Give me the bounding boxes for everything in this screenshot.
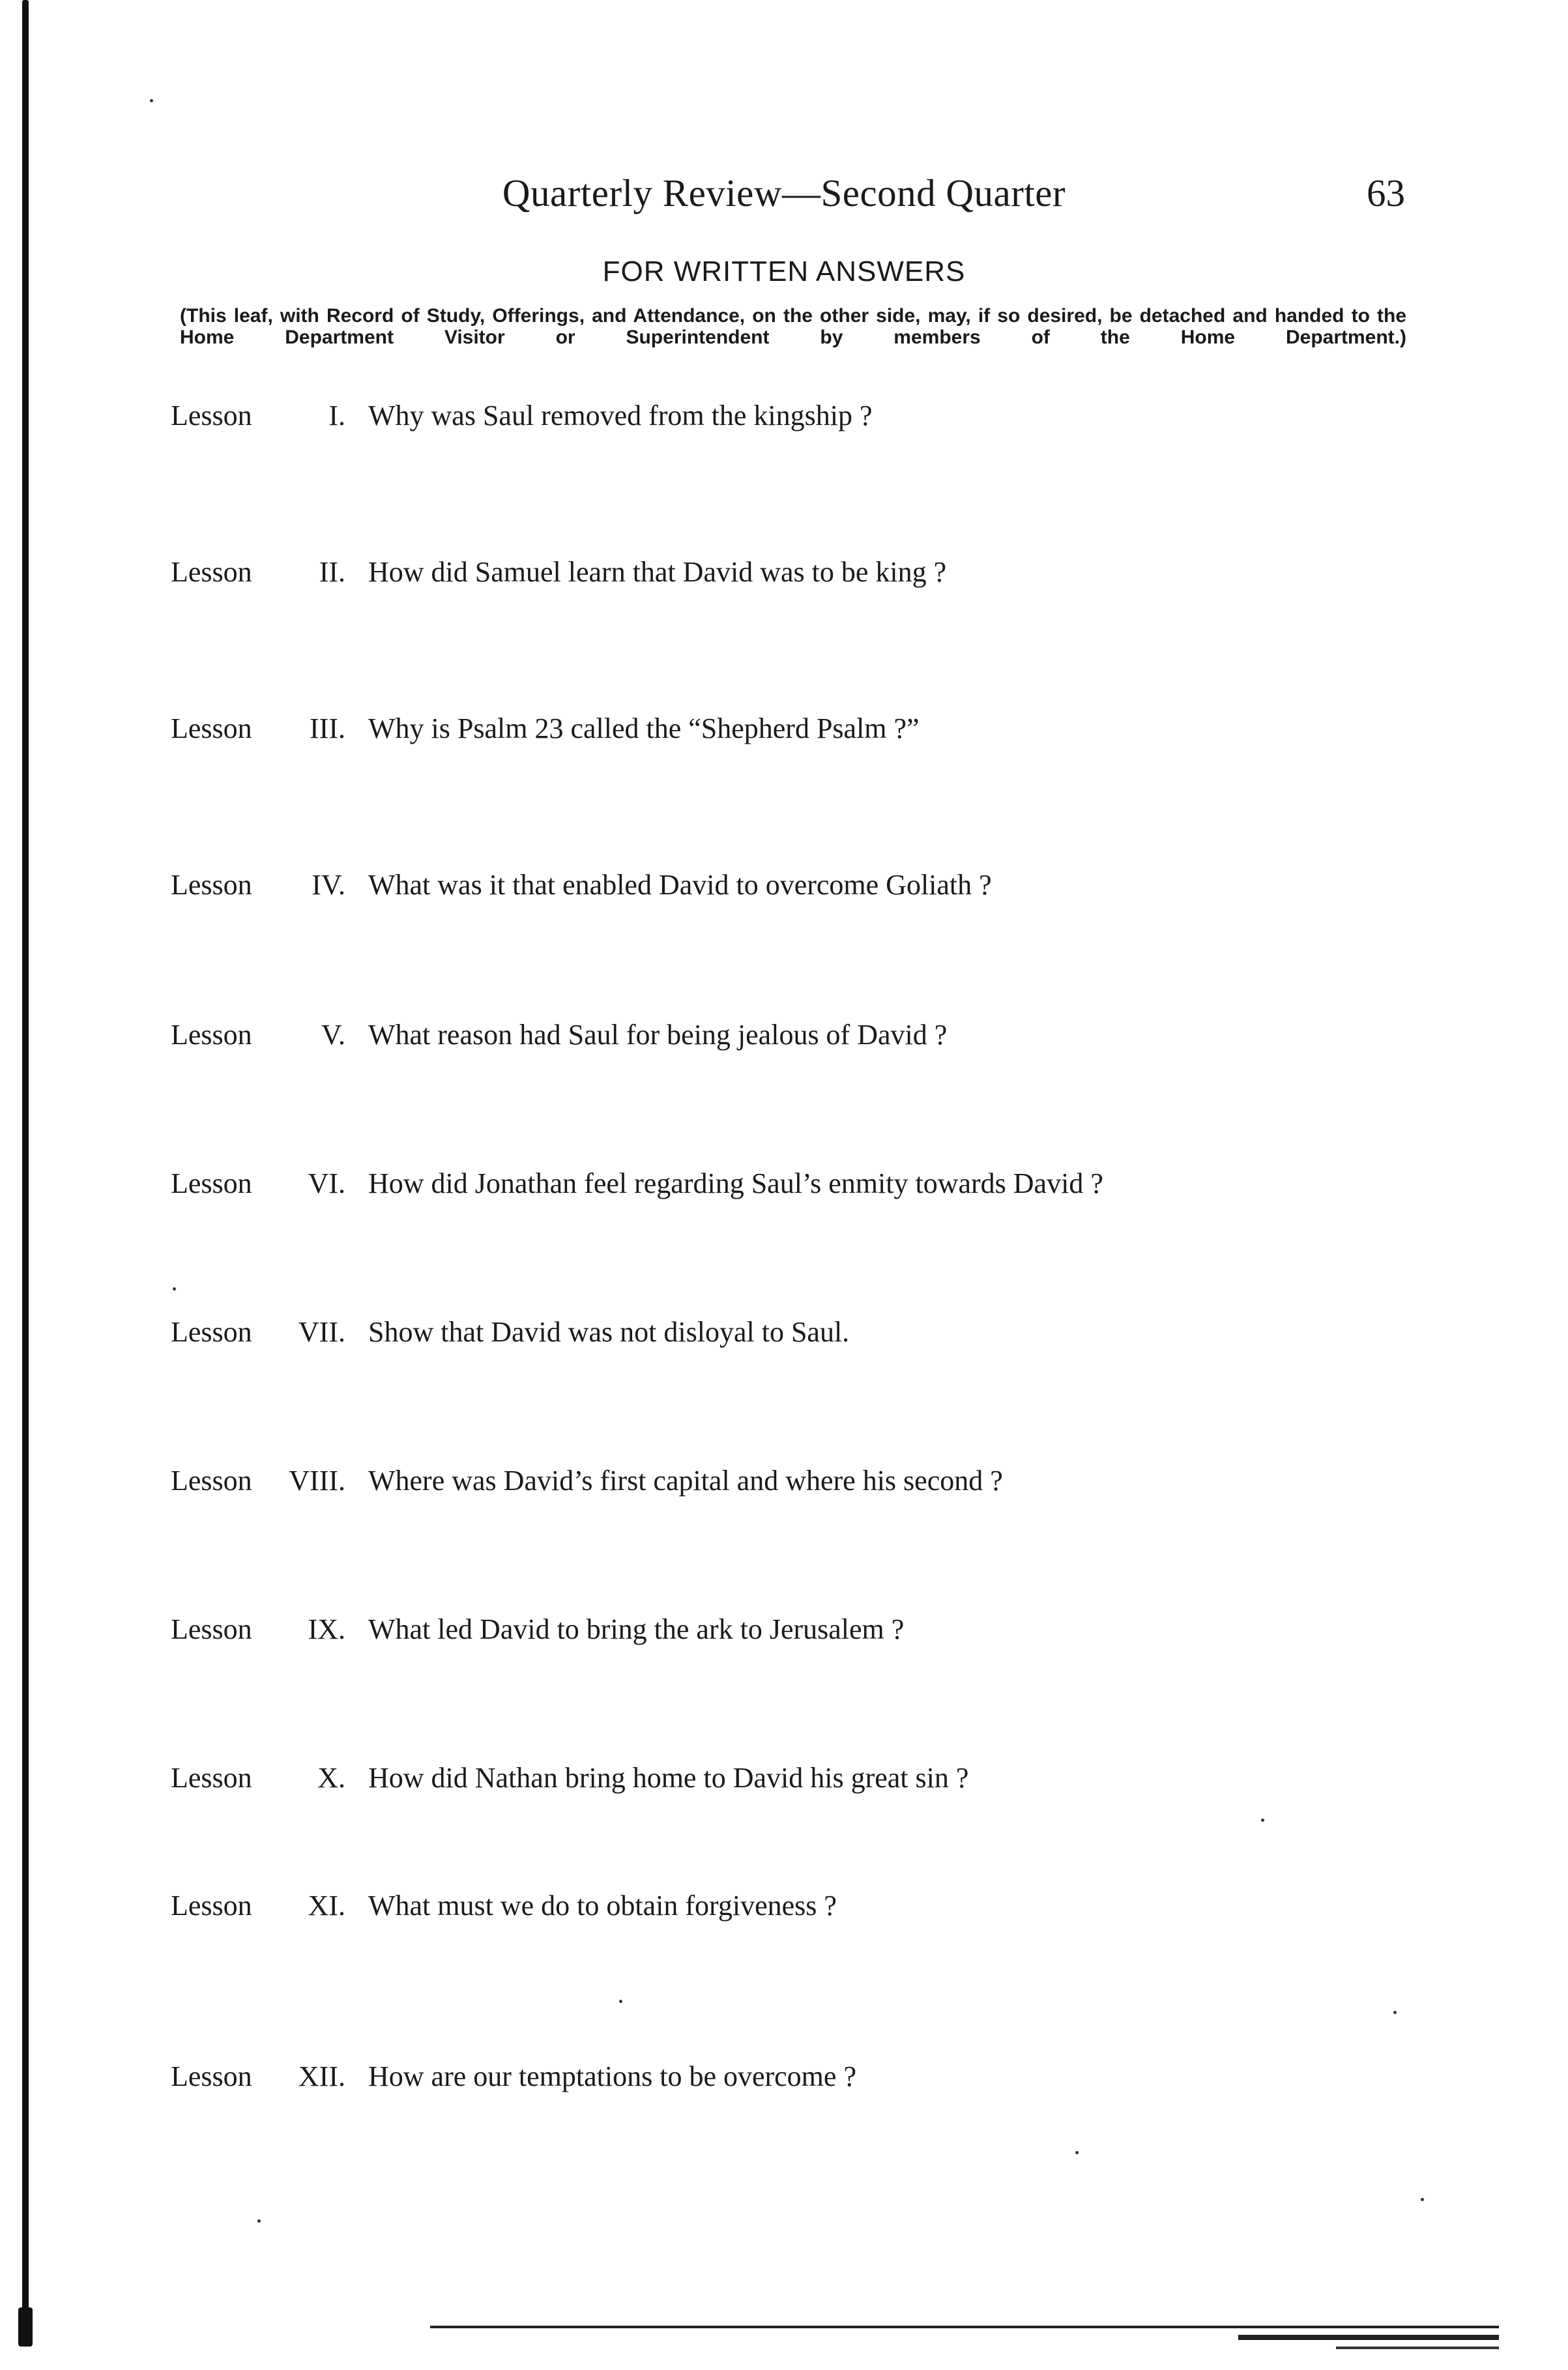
lesson-row <box>0 1018 1568 1057</box>
lesson-row <box>0 712 1568 751</box>
lesson-label: Lesson <box>171 2060 252 2092</box>
lesson-number: I. <box>328 400 345 432</box>
lesson-question: What must we do to obtain forgiveness ? <box>368 1890 837 1922</box>
lesson-label: Lesson <box>171 1316 252 1348</box>
lesson-row <box>0 2060 1568 2099</box>
running-title: Quarterly Review—Second Quarter <box>502 171 1066 214</box>
scan-speck <box>150 99 153 102</box>
lesson-number: VII. <box>298 1316 345 1348</box>
scan-speck <box>1261 1819 1264 1822</box>
lesson-question: Why was Saul removed from the kingship ? <box>368 400 873 432</box>
lesson-row <box>0 1315 1568 1354</box>
bottom-rule <box>1336 2347 1499 2349</box>
lesson-question: How are our temptations to be overcome ? <box>368 2060 856 2092</box>
scan-speck <box>173 1287 176 1291</box>
lesson-number: II. <box>319 556 345 588</box>
lesson-label: Lesson <box>171 1762 252 1794</box>
lesson-question: Why is Psalm 23 called the “Shepherd Psalm ?” <box>368 712 920 744</box>
lesson-label: Lesson <box>171 712 252 744</box>
lesson-number: X. <box>317 1762 345 1794</box>
page-header <box>0 171 1568 236</box>
lesson-row <box>0 1613 1568 1652</box>
lesson-number: V. <box>321 1019 345 1051</box>
lesson-row <box>0 1464 1568 1503</box>
lesson-question: What led David to bring the ark to Jerusalem ? <box>368 1613 905 1645</box>
lesson-number: IV. <box>312 869 345 901</box>
instruction-note: (This leaf, with Record of Study, Offerings, and Attendance, on the other side, may, if so desired, be detached and handed to the Home Department Visitor or Superintendent by members of the Home Department.) <box>180 305 1406 348</box>
lesson-question: How did Nathan bring home to David his great sin ? <box>368 1762 969 1794</box>
lesson-number: VIII. <box>289 1465 345 1497</box>
lesson-question: What reason had Saul for being jealous of David ? <box>368 1019 948 1051</box>
lesson-label: Lesson <box>171 1019 252 1051</box>
scan-speck <box>1075 2151 1079 2154</box>
scan-speck <box>1421 2198 1424 2201</box>
lesson-row <box>0 1167 1568 1206</box>
lesson-question: How did Samuel learn that David was to be king ? <box>368 556 947 588</box>
lesson-question: Show that David was not disloyal to Saul. <box>368 1316 850 1348</box>
section-subtitle: FOR WRITTEN ANSWERS <box>602 256 966 287</box>
lesson-number: III. <box>310 712 345 744</box>
lesson-row <box>0 1761 1568 1800</box>
lesson-label: Lesson <box>171 1890 252 1922</box>
lesson-number: XI. <box>308 1890 345 1922</box>
lesson-number: XII. <box>298 2060 345 2092</box>
scan-speck <box>257 2219 261 2223</box>
lesson-row <box>0 868 1568 907</box>
scan-speck <box>619 2000 622 2003</box>
lesson-number: VI. <box>308 1167 345 1199</box>
scan-speck <box>1393 2011 1397 2014</box>
lesson-label: Lesson <box>171 869 252 901</box>
lesson-label: Lesson <box>171 400 252 432</box>
page-binding-edge-tip <box>18 2307 33 2347</box>
lesson-row <box>0 1889 1568 1928</box>
lesson-row <box>0 399 1568 438</box>
page-number: 63 <box>1367 171 1405 214</box>
bottom-rule <box>430 2326 1499 2328</box>
lesson-row <box>0 555 1568 594</box>
lesson-question: What was it that enabled David to overcome Goliath ? <box>368 869 992 901</box>
lesson-label: Lesson <box>171 1613 252 1645</box>
lesson-label: Lesson <box>171 1167 252 1199</box>
lesson-question: How did Jonathan feel regarding Saul’s enmity towards David ? <box>368 1167 1103 1199</box>
lesson-number: IX. <box>308 1613 345 1645</box>
lesson-label: Lesson <box>171 1465 252 1497</box>
lesson-label: Lesson <box>171 556 252 588</box>
bottom-rule <box>1238 2335 1499 2340</box>
lesson-question: Where was David’s first capital and where his second ? <box>368 1465 1003 1497</box>
